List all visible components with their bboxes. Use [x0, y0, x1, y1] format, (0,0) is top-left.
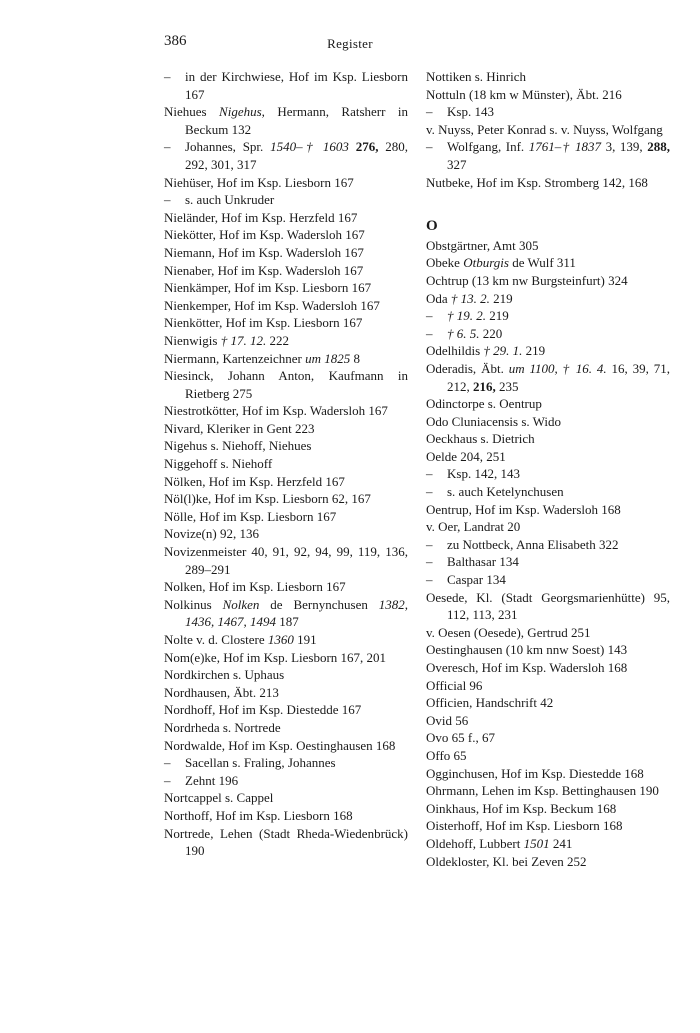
entry-text: 241 — [549, 835, 573, 851]
index-entry — [426, 782, 670, 800]
entry-text: 327 — [447, 156, 467, 172]
entry-text: zu Nottbeck, Anna Elisabeth 322 — [447, 536, 619, 552]
entry-text: Oeckhaus s. Dietrich — [426, 431, 535, 447]
italic-text: Nigehus, — [219, 104, 265, 120]
index-entry — [426, 174, 670, 192]
entry-text: Oldekloster, Kl. bei Zeven 252 — [426, 853, 587, 869]
index-entry — [164, 631, 408, 649]
index-subentry — [426, 325, 670, 343]
entry-text: Ksp. 143 — [447, 104, 494, 120]
index-entry — [164, 578, 408, 596]
index-subentry — [426, 103, 670, 121]
index-entry — [426, 747, 670, 765]
index-entry — [164, 209, 408, 227]
index-entry — [164, 737, 408, 755]
index-entry — [164, 314, 408, 332]
index-entry — [164, 174, 408, 192]
entry-text: Ochtrup (13 km nw Burgsteinfurt) 324 — [426, 272, 628, 288]
entry-text: 219 — [486, 308, 509, 324]
italic-text: um 1825 — [305, 350, 351, 366]
index-subentry — [426, 138, 670, 173]
entry-text: Nordhoff, Hof im Ksp. Diestedde 167 — [164, 702, 362, 718]
entry-text: Odo Cluniacensis s. Wido — [426, 413, 562, 429]
entry-text: de Wulf 311 — [508, 255, 576, 271]
entry-text: Niermann, Kartenzeichner — [164, 350, 306, 366]
index-entry — [164, 508, 408, 526]
entry-text: Ovid 56 — [426, 712, 469, 728]
entry-text: Nortcappel s. Cappel — [164, 790, 274, 806]
index-column-right — [426, 68, 670, 870]
entry-text: in der Kirchwiese, Hof im Ksp. Liesborn 167 — [185, 69, 408, 102]
entry-text: Nienkämper, Hof im Ksp. Liesborn 167 — [164, 280, 372, 296]
index-entry — [426, 395, 670, 413]
entry-text: v. Oer, Landrat 20 — [426, 519, 521, 535]
entry-text: Balthasar 134 — [447, 554, 519, 570]
entry-text: Odinctorpe s. Oentrup — [426, 396, 542, 412]
entry-text: Obeke — [426, 255, 464, 271]
entry-text: 187 — [276, 614, 299, 630]
italic-text: 1360 — [267, 632, 294, 647]
entry-text: Niehues — [164, 104, 220, 120]
entry-text: Niestrotkötter, Hof im Ksp. Wadersloh 167 — [164, 403, 388, 419]
index-entry — [164, 649, 408, 667]
entry-text: 3, 139, — [601, 139, 648, 155]
entry-text: s. auch Unkruder — [185, 192, 275, 208]
italic-text: Otburgis — [463, 255, 509, 271]
entry-text: Novize(n) 92, 136 — [164, 526, 259, 542]
index-entry — [164, 825, 408, 860]
entry-text: Officien, Handschrift 42 — [426, 695, 554, 711]
entry-text: Official 96 — [426, 677, 483, 693]
italic-text: † 13. 2. — [450, 290, 490, 306]
index-entry — [426, 272, 670, 290]
entry-text: Novizenmeister 40, 91, 92, 94, 99, 119, 136, 289–291 — [164, 544, 408, 577]
entry-text: Northoff, Hof im Ksp. Liesborn 168 — [164, 807, 353, 823]
index-column-left — [164, 68, 408, 860]
entry-text: Nolte v. d. Clostere — [164, 632, 268, 647]
entry-text: 235 — [495, 378, 519, 394]
index-subentry — [164, 68, 408, 103]
index-entry — [426, 254, 670, 272]
entry-text: Nordwalde, Hof im Ksp. Oestinghausen 168 — [164, 737, 396, 753]
index-entry — [164, 279, 408, 297]
entry-text: Nienkötter, Hof im Ksp. Liesborn 167 — [164, 315, 363, 331]
entry-text: Nolken, Hof im Ksp. Liesborn 167 — [164, 579, 346, 595]
index-subentry — [426, 483, 670, 501]
entry-text: Oesede, Kl. (Stadt Georgsmarienhütte) 95, 112, 113, 231 — [426, 589, 670, 623]
index-entry — [426, 712, 670, 730]
index-entry — [426, 800, 670, 818]
index-entry — [426, 237, 670, 255]
italic-text: † 17. 12. — [220, 332, 267, 348]
entry-text: v. Nuyss, Peter Konrad s. v. Nuyss, Wolfgang — [426, 121, 663, 137]
italic-text: Nolken — [222, 596, 260, 612]
index-subentry — [426, 307, 670, 325]
italic-text: † 6. 5. — [447, 325, 480, 341]
entry-text: Nigehus s. Niehoff, Niehues — [164, 438, 312, 454]
index-subentry — [426, 465, 670, 483]
index-subentry — [164, 772, 408, 790]
entry-text: Nivard, Kleriker in Gent 223 — [164, 420, 315, 436]
entry-text: Nölken, Hof im Ksp. Herzfeld 167 — [164, 473, 345, 489]
italic-text: 1501 — [523, 835, 550, 851]
index-entry — [426, 68, 670, 86]
index-entry — [426, 817, 670, 835]
index-subentry — [164, 191, 408, 209]
index-entry — [164, 684, 408, 702]
index-entry — [164, 402, 408, 420]
entry-text: Niggehoff s. Niehoff — [164, 456, 273, 472]
entry-text: Ksp. 142, 143 — [447, 466, 520, 482]
entry-text: Ogginchusen, Hof im Ksp. Diestedde 168 — [426, 765, 644, 781]
index-entry — [426, 121, 670, 139]
page-number: 386 — [164, 33, 187, 49]
entry-text: Oestinghausen (10 km nnw Soest) 143 — [426, 642, 628, 658]
bold-page-ref: 276, — [355, 139, 379, 155]
index-entry — [426, 765, 670, 783]
entry-text: Caspar 134 — [447, 572, 506, 588]
section-spacer — [426, 191, 670, 208]
bold-page-ref: 288, — [647, 139, 671, 155]
entry-text: Offo 65 — [426, 747, 467, 763]
entry-text: Zehnt 196 — [185, 772, 239, 788]
index-entry — [164, 262, 408, 280]
index-subentry — [426, 553, 670, 571]
index-entry — [164, 367, 408, 402]
index-subentry — [164, 754, 408, 772]
italic-text: 1540–† 1603 — [270, 139, 349, 155]
index-entry — [164, 789, 408, 807]
entry-text: 8 — [350, 350, 361, 366]
index-subentry — [426, 536, 670, 554]
entry-text: 222 — [266, 332, 289, 348]
entry-text: Oderadis, Äbt. — [426, 360, 509, 376]
index-entry — [164, 666, 408, 684]
index-entry — [164, 719, 408, 737]
entry-text: Ohrmann, Lehen im Ksp. Bettinghausen 190 — [426, 783, 659, 799]
entry-text: Nieländer, Hof im Ksp. Herzfeld 167 — [164, 209, 358, 225]
entry-text: s. auch Ketelynchusen — [447, 484, 564, 500]
index-entry — [164, 701, 408, 719]
entry-text: Sacellan s. Fraling, Johannes — [185, 755, 336, 771]
index-entry — [426, 659, 670, 677]
index-entry — [164, 807, 408, 825]
index-entry — [426, 360, 670, 395]
entry-text: Nöl(l)ke, Hof im Ksp. Liesborn 62, 167 — [164, 491, 371, 507]
entry-text: Nolkinus — [164, 596, 223, 612]
entry-text: de Bernynchusen — [259, 596, 379, 612]
index-entry — [426, 86, 670, 104]
entry-text: Nordhausen, Äbt. 213 — [164, 684, 279, 700]
index-entry — [164, 473, 408, 491]
entry-text: Ovo 65 f., 67 — [426, 730, 495, 746]
index-entry — [426, 694, 670, 712]
entry-text: Nutbeke, Hof im Ksp. Stromberg 142, 168 — [426, 174, 648, 190]
italic-text: 1382, 1436, 1467, 1494 — [185, 596, 409, 630]
entry-text: Nottiken s. Hinrich — [426, 69, 527, 84]
entry-text: Nienkemper, Hof im Ksp. Wadersloh 167 — [164, 297, 380, 313]
entry-text: 191 — [293, 632, 317, 647]
index-entry — [164, 332, 408, 350]
entry-text: Oentrup, Hof im Ksp. Wadersloh 168 — [426, 501, 621, 517]
entry-text: Oelde 204, 251 — [426, 448, 506, 464]
index-entry — [164, 525, 408, 543]
italic-text: 1761–† 1837 — [528, 139, 602, 155]
index-subentry — [426, 571, 670, 589]
entry-text: 280, 292, 301, 317 — [185, 139, 409, 172]
entry-text — [349, 139, 356, 154]
index-entry — [164, 420, 408, 438]
index-entry — [164, 490, 408, 508]
entry-text: Nottuln (18 km w Münster), Äbt. 216 — [426, 86, 622, 102]
entry-text: Oda — [426, 290, 451, 306]
entry-text: 16, 39, 71, 212, — [447, 360, 671, 394]
index-entry — [164, 297, 408, 315]
index-entry — [426, 835, 670, 853]
entry-text: Nienwigis — [164, 332, 221, 348]
index-entry — [164, 455, 408, 473]
index-entry — [164, 226, 408, 244]
index-entry — [164, 596, 408, 631]
entry-text: 219 — [522, 343, 546, 359]
entry-text: Nordkirchen s. Uphaus — [164, 667, 285, 683]
index-entry — [426, 853, 670, 871]
index-entry — [426, 501, 670, 519]
italic-text: um 1100, † 16. 4. — [508, 360, 607, 376]
index-entry — [426, 342, 670, 360]
entry-text: Nölle, Hof im Ksp. Liesborn 167 — [164, 508, 337, 524]
section-letter-heading: O — [426, 218, 438, 235]
entry-text: Niemann, Hof im Ksp. Wadersloh 167 — [164, 244, 364, 260]
index-entry — [164, 543, 408, 578]
index-subentry — [164, 138, 408, 173]
bold-page-ref: 216, — [473, 378, 496, 394]
entry-text: Oinkhaus, Hof im Ksp. Beckum 168 — [426, 800, 617, 816]
entry-text: Nom(e)ke, Hof im Ksp. Liesborn 167, 201 — [164, 649, 387, 665]
entry-text: Overesch, Hof im Ksp. Wadersloh 168 — [426, 660, 628, 675]
index-entry — [426, 677, 670, 695]
index-entry — [426, 430, 670, 448]
index-entry — [164, 103, 408, 138]
running-head: Register — [327, 36, 373, 51]
entry-text: Nortrede, Lehen (Stadt Rheda-Wiedenbrück) 190 — [164, 825, 408, 859]
index-entry — [426, 624, 670, 642]
entry-text: Niesinck, Johann Anton, Kaufmann in Rietberg 275 — [164, 368, 408, 401]
entry-text: Oldehoff, Lubbert — [426, 835, 524, 851]
entry-text: Niekötter, Hof im Ksp. Wadersloh 167 — [164, 227, 365, 243]
index-entry — [164, 350, 408, 368]
entry-text: Nienaber, Hof im Ksp. Wadersloh 167 — [164, 262, 364, 278]
index-entry — [164, 437, 408, 455]
entry-text: 220 — [479, 325, 503, 341]
entry-text: Hermann, Ratsherr in Beckum 132 — [185, 104, 408, 137]
entry-text: 219 — [489, 290, 513, 306]
index-entry — [426, 518, 670, 536]
entry-text: Johannes, Spr. — [185, 139, 271, 155]
entry-text: Nordrheda s. Nortrede — [164, 719, 281, 735]
entry-text: v. Oesen (Oesede), Gertrud 251 — [426, 624, 591, 640]
italic-text: † 19. 2. — [447, 308, 486, 324]
index-entry — [164, 244, 408, 262]
entry-text: Odelhildis — [426, 343, 484, 359]
entry-text: Wolfgang, Inf. — [447, 139, 529, 155]
index-entry — [426, 413, 670, 431]
entry-text: Oisterhoff, Hof im Ksp. Liesborn 168 — [426, 818, 623, 834]
entry-text: Niehüser, Hof im Ksp. Liesborn 167 — [164, 174, 354, 190]
index-entry — [426, 290, 670, 308]
index-entry — [426, 729, 670, 747]
index-entry — [426, 448, 670, 466]
index-entry — [426, 641, 670, 659]
entry-text: Obstgärtner, Amt 305 — [426, 237, 539, 253]
index-entry — [426, 589, 670, 624]
italic-text: † 29. 1. — [483, 343, 523, 359]
